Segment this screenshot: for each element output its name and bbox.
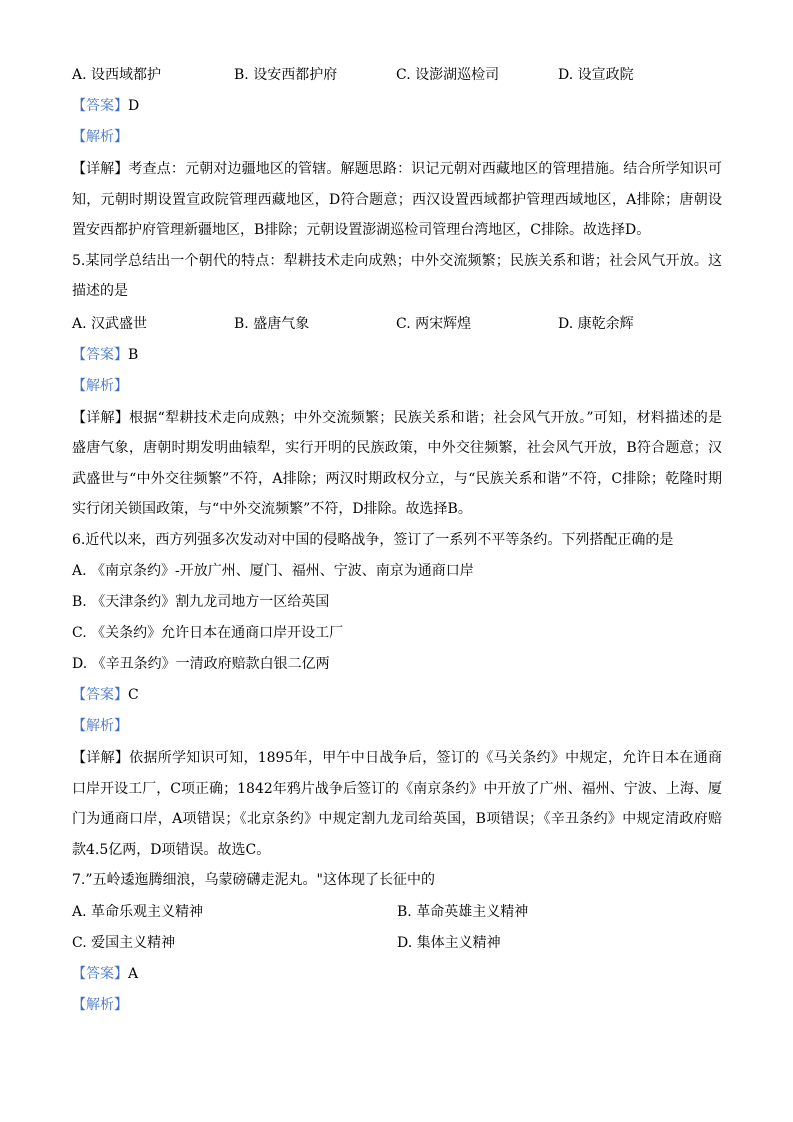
q7-options-row1 xyxy=(72,899,722,925)
answer-tag: 【答案】 xyxy=(72,98,128,114)
q5-answer xyxy=(72,342,722,368)
q4-answer xyxy=(72,93,722,119)
q6-option-a: A. 《南京条约》-开放广州、厦门、福州、宁波、南京为通商口岸 xyxy=(72,563,474,579)
q6-detail: 【详解】依据所学知识可知，1895年，甲午中日战争后，签订的《马关条约》中规定，允许日本在通商口岸开设工厂，C项正确；1842年鸦片战争后签订的《南京条约》中开放了广州、福州、宁波、上海、厦门为通商口岸，A项错误；《北京条约》中规定割九龙司给英国，B项错误；《辛丑条约》中规定清政府赔款4.5亿两，D项错误。故选C。 xyxy=(72,750,722,858)
q5-option-c: C. 两宋辉煌 xyxy=(396,315,472,332)
q7-option-a: A. 革命乐观主义精神 xyxy=(72,903,204,920)
q7-answer xyxy=(72,961,722,987)
q6-answer xyxy=(72,682,722,708)
q7-options-row2 xyxy=(72,930,722,956)
analysis-tag: 【解析】 xyxy=(72,996,128,1013)
analysis-tag: 【解析】 xyxy=(72,129,128,145)
q5-option-b: B. 盛唐气象 xyxy=(234,315,310,332)
analysis-tag: 【解析】 xyxy=(72,718,128,734)
q5-detail: 【详解】根据“犁耕技术走向成熟；中外交流频繁；民族关系和谐；社会风气开放。”可知，材料描述的是盛唐气象，唐朝时期发明曲辕犁，实行开明的民族政策，中外交往频繁，社会风气开放，B符合题意；汉武盛世与“中外交往频繁”不符，A排除；两汉时期政权分立，与“民族关系和谐”不符，C排除；乾隆时期实行闭关锁国政策，与“中外交流频繁”不符，D排除。故选择B。 xyxy=(72,409,722,517)
q6-option-d: D. 《辛丑条约》一清政府赔款白银二亿两 xyxy=(72,656,330,672)
answer-tag: 【答案】 xyxy=(72,346,128,363)
q7-option-d: D. 集体主义精神 xyxy=(397,934,501,951)
q5-options xyxy=(72,311,722,337)
analysis-tag: 【解析】 xyxy=(72,377,128,394)
answer-tag: 【答案】 xyxy=(72,687,128,703)
q4-option-b: B. 设安西都护府 xyxy=(234,67,338,83)
q5-stem: 5.某同学总结出一个朝代的特点：犁耕技术走向成熟；中外交流频繁；民族关系和谐；社会风气开放。这描述的是 xyxy=(72,252,722,299)
q4-option-d: D. 设宣政院 xyxy=(558,67,634,83)
q4-option-a: A. 设西域都护 xyxy=(72,67,162,83)
q4-detail: 【详解】考查点：元朝对边疆地区的管辖。解题思路：识记元朝对西藏地区的管理措施。结合所学知识可知，元朝时期设置宣政院管理西藏地区，D符合题意；西汉设置西域都护管理西域地区，A排除；唐朝设置安西都护府管理新疆地区，B排除；元朝设置澎湖巡检司管理台湾地区，C排除。故选择D。 xyxy=(72,161,722,238)
answer-value: D xyxy=(128,98,140,114)
q7-stem: 7.”五岭逶迤腾细浪，乌蒙磅礴走泥丸。"这体现了长征中的 xyxy=(72,872,435,888)
q5-option-a: A. 汉武盛世 xyxy=(72,315,148,332)
q4-option-c: C. 设澎湖巡检司 xyxy=(396,67,500,83)
document-page xyxy=(72,62,722,1018)
answer-value: B xyxy=(128,346,139,363)
q6-stem: 6.近代以来，西方列强多次发动对中国的侵略战争，签订了一系列不平等条约。下列搭配正确的是 xyxy=(72,531,674,548)
q6-option-c: C. 《关条约》允许日本在通商口岸开设工厂 xyxy=(72,625,344,641)
q6-option-b: B. 《天津条约》割九龙司地方一区给英国 xyxy=(72,594,330,610)
answer-tag: 【答案】 xyxy=(72,965,128,982)
q4-options xyxy=(72,62,722,88)
answer-value: A xyxy=(128,965,139,982)
answer-value: C xyxy=(128,687,139,703)
q7-option-b: B. 革命英雄主义精神 xyxy=(397,903,529,920)
q7-option-c: C. 爱国主义精神 xyxy=(72,934,176,951)
q5-option-d: D. 康乾余辉 xyxy=(558,315,634,332)
